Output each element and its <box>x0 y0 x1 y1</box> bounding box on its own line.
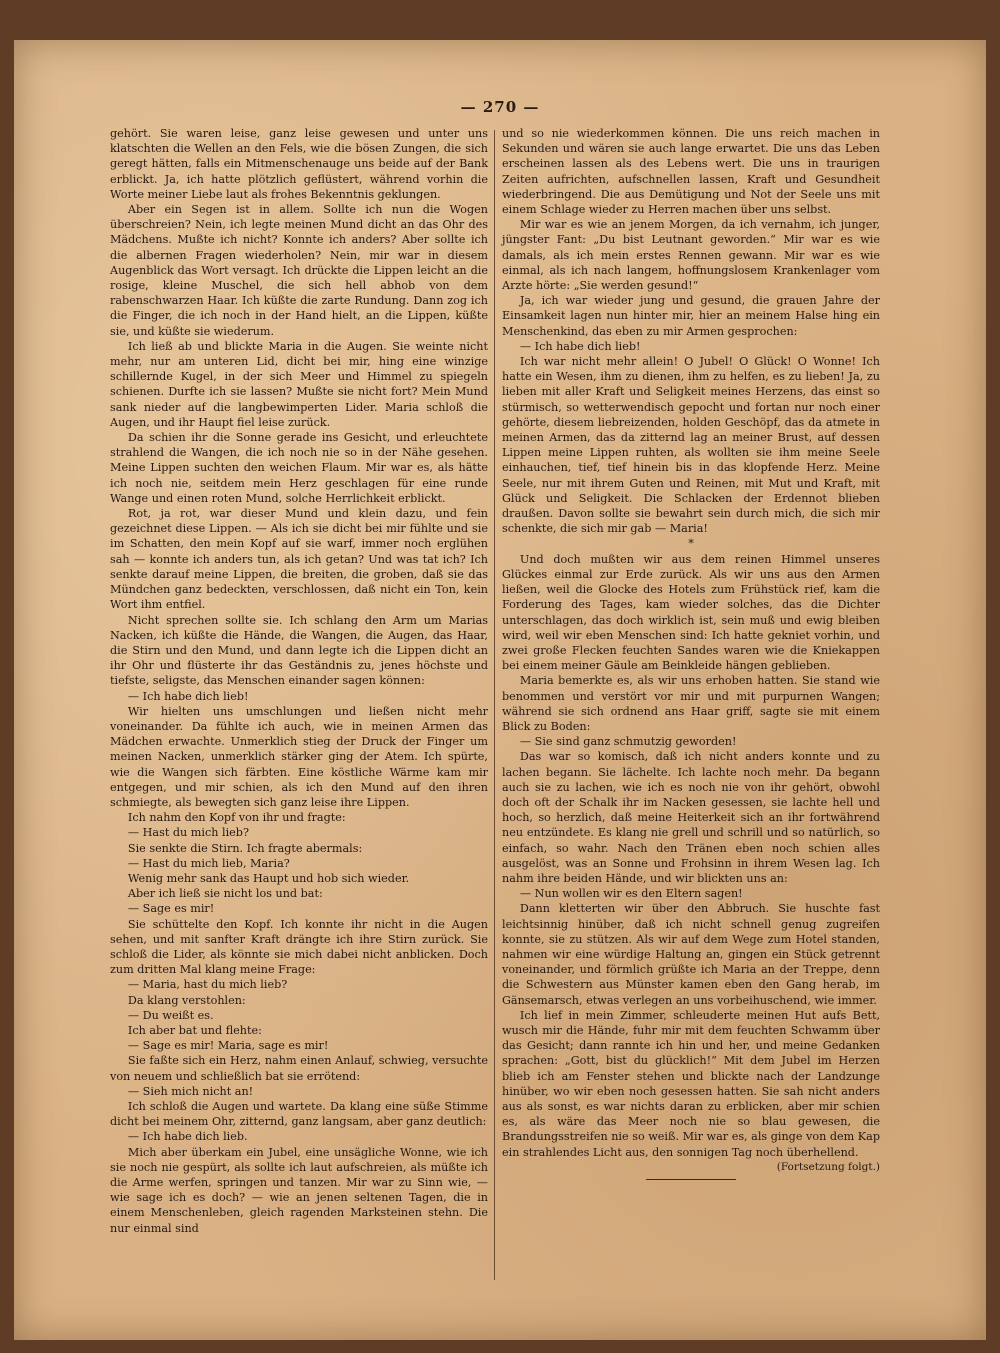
paragraph: Nicht sprechen sollte sie. Ich schlang den Arm um Marias Nacken, ich küßte die Hände, die Wangen, die Augen, das Haar, die Stirn und den Mund, und dann legte ich die Lippen dicht an ihr Ohr und flüsterte ihr das Geständnis zu, jenes höchste und tiefste, seligste, das Menschen einander sagen können: <box>110 613 488 688</box>
paragraph: Rot, ja rot, war dieser Mund und klein dazu, und fein gezeichnet diese Lippen. — Als ich sie dicht bei mir fühlte und sie im Schatten, den mein Kopf auf sie warf, immer noch erglühen sah — konnte ich anders tun, als ich getan? Und was tat ich? Ich senkte darauf meine Lippen, die breiten, die groben, daß sie das Mündchen ganz bedeckten, verschlossen, daß nicht ein Ton, kein Wort ihm entfiel. <box>110 507 488 612</box>
paragraph: Ich lief in mein Zimmer, schleuderte meinen Hut aufs Bett, wusch mir die Hände, fuhr mir mit dem feuchten Schwamm über das Gesicht; dann rannte ich hin und her, und meine Gedanken sprachen: „Gott, bist du glücklich!“ Mit dem Jubel im Herzen blieb ich am Fenster stehen und blickte nach der Landzunge hinüber, wo wir eben noch gesessen hatten. Sie sah nicht anders aus als sonst, es war nichts daran zu erblicken, aber mir schien es, als wäre das Meer noch nie so blau gewesen, die Brandungsstreifen nie so weiß. Mir war es, als ginge von dem Kap ein strahlendes Licht aus, den sonnigen Tag noch überhellend. <box>502 1008 880 1159</box>
dialogue-line: — Sie sind ganz schmutzig geworden! <box>519 735 737 749</box>
dialogue-line: — Hast du mich lieb? <box>127 826 249 840</box>
paragraph: Da schien ihr die Sonne gerade ins Gesicht, und erleuchtete strahlend die Wangen, die ich noch nie so in der Nähe gesehen. Meine Lippen suchten den weichen Flaum. Mir war es, als hätte ich noch nie, seitdem mein Herz geschlagen für eine runde Wange und einen roten Mund, solche Herrlichkeit erblickt. <box>110 431 488 505</box>
paragraph: Aber ein Segen ist in allem. Sollte ich nun die Wogen überschreien? Nein, ich legte meinen Mund dicht an das Ohr des Mädchens. Mußte ich nicht? Konnte ich anders? Aber sollte ich die albernen Fragen wiederholen? Nein, mir war in diesem Augenblick das Wort versagt. Ich drückte die Lippen leicht an die rosige, kleine Muschel, die sich hell abhob von dem rabenschwarzen Haar. Ich küßte die zarte Rundung. Dann zog ich die Finger, die ich noch in der Hand hielt, an die Lippen, küßte sie, und küßte sie wiederum. <box>110 203 488 338</box>
dialogue-line: — Du weißt es. <box>127 1008 214 1022</box>
dialogue-line: — Sage es mir! Maria, sage es mir! <box>127 1039 329 1053</box>
section-separator: * <box>688 537 694 551</box>
paragraph: und so nie wiederkommen können. Die uns reich machen in Sekunden und wären sie auch lange erwartet. Die uns das Leben erscheinen lassen als des Lebens wert. Die uns in traurigen Zeiten aufrichten, aufschnellen lassen, Kraft und Gesundheit wiederbringend. Die aus Demütigung und Not der Seele uns mit einem Schlage wieder zu Herren machen über uns selbst. <box>502 127 880 217</box>
left-column <box>110 126 488 1236</box>
paragraph: Und doch mußten wir aus dem reinen Himmel unseres Glückes einmal zur Erde zurück. Als wir uns aus den Armen ließen, weil die Glocke des Hotels zum Frühstück rief, kam die Forderung des Tages, kam wieder solches, das die Dichter unterschlagen, das doch wirklich ist, sein muß und ewig bleiben wird, weil wir eben Menschen sind: Ich hatte gekniet vorhin, und zwei große Flecken feuchten Sandes waren wie die Kniekappen bei einem meiner Gäule am Beinkleide hängen geblieben. <box>502 552 880 673</box>
end-rule <box>646 1179 736 1180</box>
paragraph: Dann kletterten wir über den Abbruch. Sie huschte fast leichtsinnig hinüber, daß ich nicht schnell genug zugreifen konnte, sie zu stützen. Als wir auf dem Wege zum Hotel standen, nahmen wir eine würdige Haltung an, gingen ein Stück getrennt voneinander, und förmlich grüßte ich Maria an der Treppe, denn die Schwestern aus Münster kamen eben den Gang herab, im Gänsemarsch, etwas verlegen an uns vorbeihuschend, wie immer. <box>502 902 880 1007</box>
right-column <box>502 126 880 1180</box>
paragraph: Wenig mehr sank das Haupt und hob sich wieder. <box>127 871 410 885</box>
paragraph: Ja, ich war wieder jung und gesund, die grauen Jahre der Einsamkeit lagen nun hinter mir, hier an meinem Halse hing ein Menschenkind, das eben zu mir Armen gesprochen: <box>502 294 880 338</box>
dialogue-line: — Sage es mir! <box>127 902 215 916</box>
paragraph: Sie schüttelte den Kopf. Ich konnte ihr nicht in die Augen sehen, und mit sanfter Kraft drängte ich ihre Stirn zurück. Sie schloß die Lider, als könnte sie mich dabei nicht anblicken. Doch zum dritten Mal klang meine Frage: <box>110 917 488 977</box>
paragraph: Ich nahm den Kopf von ihr und fragte: <box>127 811 346 825</box>
newspaper-page <box>14 40 986 1340</box>
paragraph: Maria bemerkte es, als wir uns erhoben hatten. Sie stand wie benommen und verstört vor mir und mit purpurnen Wangen; während sie sich ordnend ans Haar griff, sagte sie mit einem Blick zu Boden: <box>502 674 880 733</box>
dialogue-line: — Hast du mich lieb, Maria? <box>127 856 290 870</box>
paragraph: Ich ließ ab und blickte Maria in die Augen. Sie weinte nicht mehr, nur am unteren Lid, dicht bei mir, hing eine winzige schillernde Kugel, in der sich Meer und Himmel zu spiegeln schienen. Durfte ich sie lassen? Mußte sie nicht fort? Mein Mund sank nieder auf die langbewimperten Lider. Maria schloß die Augen, und ihr Haupt fiel leise zurück. <box>110 339 488 429</box>
paragraph: Ich aber bat und flehte: <box>127 1023 262 1037</box>
paragraph: Mich aber überkam ein Jubel, eine unsägliche Wonne, wie ich sie noch nie gespürt, als sollte ich laut aufschreien, als müßte ich die Arme werfen, springen und tanzen. Mir war zu Sinn wie, — wie sage ich es doch? — wie an jenen seltenen Tagen, die in einem Menschenleben, gleich ragenden Marksteinen stehn. Die nur einmal sind <box>110 1145 488 1235</box>
dialogue-line: — Ich habe dich lieb! <box>519 339 641 353</box>
paragraph: Das war so komisch, daß ich nicht anders konnte und zu lachen begann. Sie lächelte. Ich lachte noch mehr. Da begann auch sie zu lachen, wie ich es noch nie von ihr gehört, obwohl doch oft der Schalk ihr im Nacken gesessen, sie lachte hell und hoch, so herzlich, daß meine Heiterkeit sich an ihr fortwährend neu entzündete. Es klang nie grell und schrill und so natürlich, so einfach, so wahr. Nach den Tränen eben noch schien alles ausgelöst, was an Sonne und Frohsinn in ihrem Wesen lag. Ich nahm ihre beiden Hände, und wir blickten uns an: <box>502 750 880 885</box>
column-divider <box>494 130 495 1280</box>
page-number: — 270 — <box>460 98 540 116</box>
dialogue-line: — Ich habe dich lieb! <box>127 689 249 703</box>
paragraph: Ich schloß die Augen und wartete. Da klang eine süße Stimme dicht bei meinem Ohr, zitternd, ganz langsam, aber ganz deutlich: <box>110 1100 488 1129</box>
paragraph: Sie senkte die Stirn. Ich fragte abermals: <box>127 841 363 855</box>
paragraph: gehört. Sie waren leise, ganz leise gewesen und unter uns klatschten die Wellen an den Fels, wie die bösen Zungen, die sich geregt hätten, falls ein Mitmenschenauge uns beide auf der Bank erblickt. Ja, ich hatte plötzlich geflüstert, während vorhin die Worte meiner Liebe laut als frohes Bekenntnis geklungen. <box>110 127 488 201</box>
dialogue-line: — Maria, hast du mich lieb? <box>127 978 288 992</box>
dialogue-line: — Ich habe dich lieb. <box>127 1130 248 1144</box>
paragraph: Sie faßte sich ein Herz, nahm einen Anlauf, schwieg, versuchte von neuem und schließlich bat sie errötend: <box>110 1054 488 1083</box>
dialogue-line: — Sieh mich nicht an! <box>127 1084 254 1098</box>
paragraph: Ich war nicht mehr allein! O Jubel! O Glück! O Wonne! Ich hatte ein Wesen, ihm zu dienen, ihm zu helfen, es zu lieben! Ja, zu lieben mit aller Kraft und Seligkeit meines Herzens, das einst so stürmisch, so wetterwendisch gepocht und fortan nur noch einer gehörte, diesem liebreizenden, holden Geschöpf, das da atmete in meinen Armen, das da zitternd lag an meiner Brust, auf dessen Lippen meine Lippen ruhten, als wollten sie ihm meine Seele einhauchen, tief, tief hinein bis in das klopfende Herz. Meine Seele, nur mit ihrem Guten und Reinen, mit Mut und Kraft, mit Glück und Seligkeit. Die Schlacken der Erdennot blieben draußen. Davon sollte sie bewahrt sein durch mich, die sich mir schenkte, die sich mir gab — Maria! <box>502 355 880 536</box>
paragraph: Aber ich ließ sie nicht los und bat: <box>127 887 323 901</box>
dialogue-line: — Nun wollen wir es den Eltern sagen! <box>519 887 743 901</box>
paragraph: Wir hielten uns umschlungen und ließen nicht mehr voneinander. Da fühlte ich auch, wie in meinen Armen das Mädchen erwachte. Unmerklich stieg der Druck der Finger um meinen Nacken, unmerklich stärker ging der Atem. Ich spürte, wie die Wangen sich färbten. Eine köstliche Wärme kam mir entgegen, und mir schien, als ich den Mund auf den ihren schmiegte, als bewegten sich ganz leise ihre Lippen. <box>110 704 488 809</box>
paragraph: Da klang verstohlen: <box>127 993 246 1007</box>
continuation-note: (Fortsetzung folgt.) <box>776 1160 880 1173</box>
paragraph: Mir war es wie an jenem Morgen, da ich vernahm, ich junger, jüngster Fant: „Du bist Leutnant geworden.“ Mir war es wie damals, als ich mein erstes Rennen gewann. Mir war es wie einmal, als ich nach langem, hoffnungslosem Krankenlager vom Arzte hörte: „Sie werden gesund!“ <box>502 218 880 293</box>
